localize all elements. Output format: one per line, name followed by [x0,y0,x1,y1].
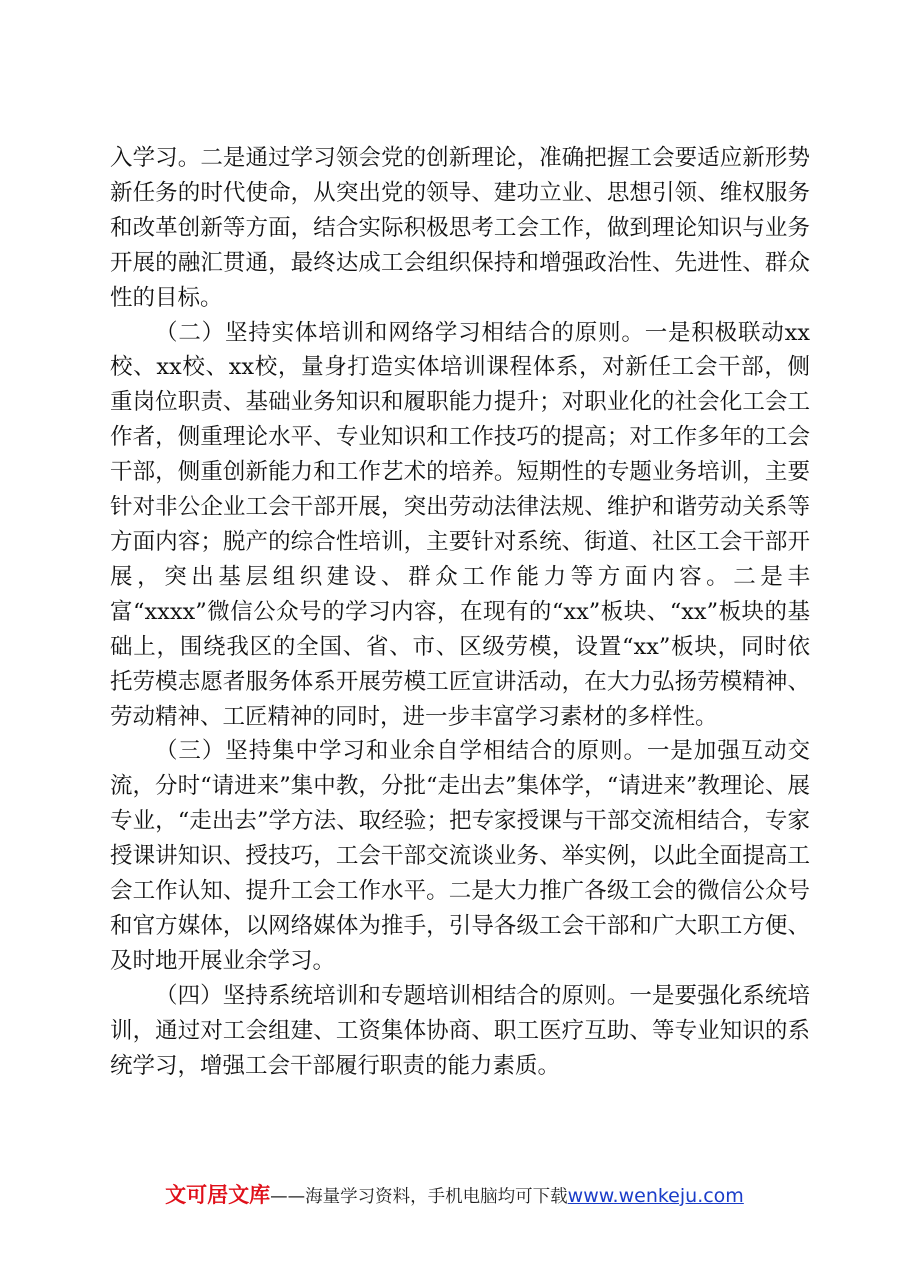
paragraph-principle-2: （二）坚持实体培训和网络学习相结合的原则。一是积极联动xx校、xx校、xx校，量身打造实体培训课程体系，对新任工会干部，侧重岗位职责、基础业务知识和履职能力提升；对职业化的社会化工会工作者，侧重理论水平、专业知识和工作技巧的提高；对工作多年的工会干部，侧重创新能力和工作艺术的培养。短期性的专题业务培训，主要针对非公企业工会干部开展，突出劳动法律法规、维护和谐劳动关系等方面内容；脱产的综合性培训，主要针对系统、街道、社区工会干部开展，突出基层组织建设、群众工作能力等方面内容。二是丰富“xxxx”微信公众号的学习内容，在现有的“xx”板块、“xx”板块的基础上，围绕我区的全国、省、市、区级劳模，设置“xx”板块，同时依托劳模志愿者服务体系开展劳模工匠宣讲活动，在大力弘扬劳模精神、劳动精神、工匠精神的同时，进一步丰富学习素材的多样性。 [110,319,810,730]
paragraph-principle-4: （四）坚持系统培训和专题培训相结合的原则。一是要强化系统培训，通过对工会组建、工资集体协商、职工医疗互助、等专业知识的系统学习，增强工会干部履行职责的能力素质。 [110,982,810,1079]
footer-brand: 文可居文库 [165,1183,271,1207]
paragraph-continuation: 入学习。二是通过学习领会党的创新理论，准确把握工会要适应新形势新任务的时代使命，从突出党的领导、建功立业、思想引领、维权服务和改革创新等方面，结合实际积极思考工会工作，做到理论知识与业务开展的融汇贯通，最终达成工会组织保持和增强政治性、先进性、群众性的目标。 [110,145,810,311]
footer-tagline: ——海量学习资料，手机电脑均可下载 [270,1187,568,1207]
footer-watermark [0,1180,909,1212]
footer-url-link[interactable]: www.wenkeju.com [567,1185,744,1207]
document-body [110,141,810,1083]
paragraph-principle-3: （三）坚持集中学习和业余自学相结合的原则。一是加强互动交流，分时“请进来”集中教，分批“走出去”集体学，“请进来”教理论、展专业，“走出去”学方法、取经验；把专家授课与干部交流相结合，专家授课讲知识、授技巧，工会干部交流谈业务、举实例，以此全面提高工会工作认知、提升工会工作水平。二是大力推广各级工会的微信公众号和官方媒体，以网络媒体为推手，引导各级工会干部和广大职工方便、及时地开展业余学习。 [110,738,810,974]
